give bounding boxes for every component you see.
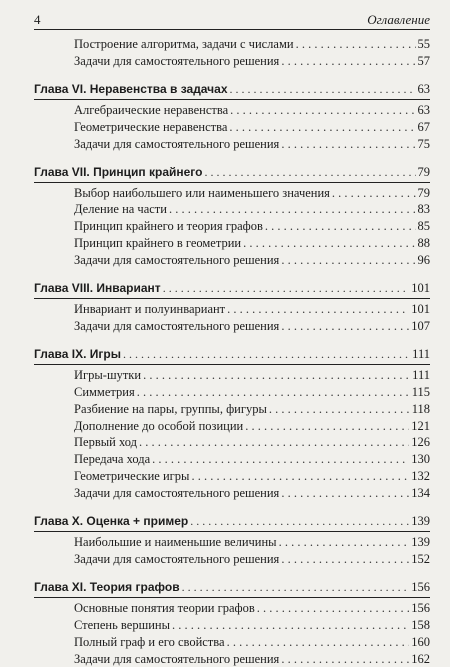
section-page-number: 107 xyxy=(411,318,430,333)
dot-leader xyxy=(279,534,410,550)
section-title: Симметрия xyxy=(74,384,135,399)
toc-chapter-row xyxy=(34,346,430,362)
toc-section-row xyxy=(74,468,430,484)
section-title: Выбор наибольшего или наименьшего значения xyxy=(74,185,330,200)
toc-section-row xyxy=(74,136,430,152)
dot-leader xyxy=(281,485,409,501)
chapter-divider xyxy=(34,364,430,365)
dot-leader xyxy=(227,301,409,317)
toc-chapter-row xyxy=(34,513,430,529)
toc-section-row xyxy=(74,617,430,633)
dot-leader xyxy=(204,164,415,180)
section-page-number: 132 xyxy=(411,469,430,484)
toc-section-row xyxy=(74,53,430,69)
chapter-page-number: 101 xyxy=(411,281,430,295)
toc-section-row xyxy=(74,634,430,650)
section-title: Алгебраические неравенства xyxy=(74,102,229,117)
dot-leader xyxy=(265,218,416,234)
section-title: Геометрические неравенства xyxy=(74,119,228,134)
toc-section-row xyxy=(74,36,430,52)
section-title: Задачи для самостоятельного решения xyxy=(74,318,280,333)
section-page-number: 96 xyxy=(417,253,430,268)
section-title: Дополнение до особой позиции xyxy=(74,418,244,433)
section-title: Деление на части xyxy=(74,202,167,217)
section-title: Передача хода xyxy=(74,452,151,467)
section-page-number: 67 xyxy=(417,119,430,134)
section-page-number: 156 xyxy=(411,600,430,615)
chapter-page-number: 79 xyxy=(417,164,430,179)
toc-section-row xyxy=(74,218,430,234)
section-page-number: 115 xyxy=(411,384,430,399)
dot-leader xyxy=(281,252,415,268)
section-title: Задачи для самостоятельного решения xyxy=(74,136,280,151)
section-page-number: 152 xyxy=(411,551,430,566)
dot-leader xyxy=(163,280,410,296)
section-page-number: 126 xyxy=(411,435,430,450)
dot-leader xyxy=(281,53,415,69)
section-title: Задачи для самостоятельного решения xyxy=(74,253,280,268)
section-title: Построение алгоритма, задачи с числами xyxy=(74,37,294,51)
toc-section-row xyxy=(74,119,430,135)
dot-leader xyxy=(230,81,416,97)
dot-leader xyxy=(257,600,409,616)
running-header xyxy=(34,8,430,28)
toc-section-row xyxy=(74,235,430,251)
toc-section-row xyxy=(74,534,430,550)
chapter-title: Глава VIII. Инвариант xyxy=(34,281,161,295)
toc-chapter-row xyxy=(34,81,430,97)
section-title: Игры-шутки xyxy=(74,367,142,382)
dot-leader xyxy=(123,346,410,362)
dot-leader xyxy=(229,119,415,135)
section-title: Принцип крайнего и теория графов xyxy=(74,219,263,234)
chapter-divider xyxy=(34,531,430,532)
dot-leader xyxy=(281,651,409,667)
dot-leader xyxy=(172,617,409,633)
toc-section-row xyxy=(74,367,430,383)
section-title: Принцип крайнего в геометрии xyxy=(74,236,242,251)
toc-section-row xyxy=(74,401,430,417)
toc-section-row xyxy=(74,418,430,434)
dot-leader xyxy=(245,418,409,434)
section-page-number: 134 xyxy=(411,486,430,501)
section-page-number: 160 xyxy=(411,634,430,649)
toc-chapter-row xyxy=(34,164,430,180)
toc-section-row xyxy=(74,451,430,467)
section-page-number: 63 xyxy=(417,102,430,117)
section-page-number: 130 xyxy=(411,452,430,467)
toc-section-row xyxy=(74,551,430,567)
toc-chapter-row xyxy=(34,280,430,296)
section-page-number: 118 xyxy=(411,401,430,416)
dot-leader xyxy=(332,185,416,201)
section-page-number: 79 xyxy=(417,185,430,200)
section-title: Разбиение на пары, группы, фигуры xyxy=(74,401,267,416)
section-title: Первый ход xyxy=(74,435,137,450)
dot-leader xyxy=(281,318,409,334)
section-page-number: 101 xyxy=(411,302,430,316)
toc-section-row xyxy=(74,102,430,118)
section-title: Инвариант и полуинвариант xyxy=(74,302,226,316)
section-title: Геометрические игры xyxy=(74,469,190,484)
section-page-number: 121 xyxy=(411,418,430,433)
dot-leader xyxy=(169,201,416,217)
section-page-number: 158 xyxy=(411,617,430,632)
section-page-number: 88 xyxy=(417,236,430,251)
section-title: Полный граф и его свойства xyxy=(74,634,225,649)
dot-leader xyxy=(281,551,409,567)
chapter-title: Глава XI. Теория графов xyxy=(34,579,180,594)
chapter-title: Глава VII. Принцип крайнего xyxy=(34,164,203,179)
chapter-title: Глава VI. Неравенства в задачах xyxy=(34,81,228,96)
chapter-page-number: 63 xyxy=(417,81,430,96)
chapter-divider xyxy=(34,99,430,100)
toc-section-row xyxy=(74,600,430,616)
toc-section-row xyxy=(74,651,430,667)
section-title: Задачи для самостоятельного решения xyxy=(74,551,280,566)
toc-chapter-row xyxy=(34,579,430,595)
toc-section-row xyxy=(74,201,430,217)
chapter-title: Глава IX. Игры xyxy=(34,346,121,361)
toc-section-row xyxy=(74,252,430,268)
chapter-divider xyxy=(34,182,430,183)
section-title: Степень вершины xyxy=(74,617,170,632)
page-number: 4 xyxy=(34,12,41,27)
toc-section-row xyxy=(74,485,430,501)
header-rule xyxy=(34,29,430,30)
section-page-number: 75 xyxy=(417,136,430,151)
chapter-page-number: 156 xyxy=(411,579,430,594)
dot-leader xyxy=(227,634,410,650)
section-title: Задачи для самостоятельного решения xyxy=(74,53,280,68)
section-page-number: 85 xyxy=(417,219,430,234)
chapter-divider xyxy=(34,298,430,299)
dot-leader xyxy=(281,136,415,152)
section-title: Наибольшие и наименьшие величины xyxy=(74,535,277,549)
dot-leader xyxy=(191,468,409,484)
dot-leader xyxy=(143,367,410,383)
dot-leader xyxy=(243,235,415,251)
dot-leader xyxy=(296,36,416,52)
dot-leader xyxy=(190,513,409,529)
chapter-page-number: 139 xyxy=(411,514,430,528)
toc-section-row xyxy=(74,384,430,400)
section-page-number: 55 xyxy=(417,37,430,51)
section-page-number: 162 xyxy=(411,651,430,666)
toc-section-row xyxy=(74,301,430,317)
section-title: Задачи для самостоятельного решения xyxy=(74,486,280,501)
section-page-number: 57 xyxy=(417,53,430,68)
section-title: Основные понятия теории графов xyxy=(74,600,255,615)
dot-leader xyxy=(182,579,410,595)
dot-leader xyxy=(269,401,410,417)
dot-leader xyxy=(137,384,410,400)
chapter-title: Глава X. Оценка + пример xyxy=(34,514,189,528)
chapter-divider xyxy=(34,597,430,598)
chapter-page-number: 111 xyxy=(412,346,430,361)
dot-leader xyxy=(152,451,409,467)
toc-section-row xyxy=(74,185,430,201)
section-page-number: 83 xyxy=(417,202,430,217)
section-page-number: 139 xyxy=(411,535,430,549)
toc-section-row xyxy=(74,434,430,450)
toc-section-row xyxy=(74,318,430,334)
running-title: Оглавление xyxy=(367,12,430,27)
section-title: Задачи для самостоятельного решения xyxy=(74,651,280,666)
section-page-number: 111 xyxy=(412,367,430,382)
dot-leader xyxy=(139,434,409,450)
dot-leader xyxy=(230,102,415,118)
